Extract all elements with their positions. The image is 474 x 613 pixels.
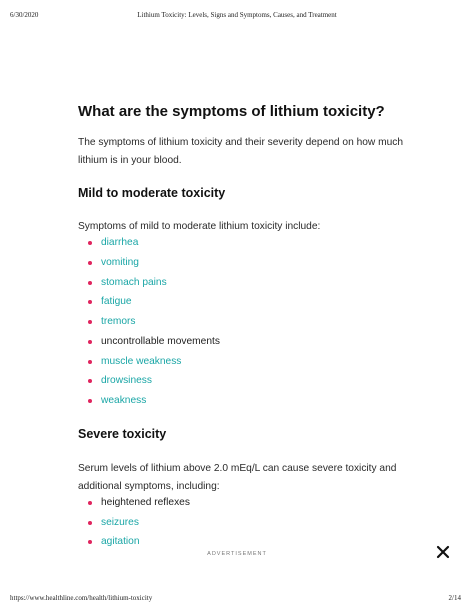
bullet-dot-icon	[88, 399, 92, 403]
symptom-list-item[interactable]	[88, 295, 408, 315]
print-page-number: 2/14	[448, 594, 461, 602]
symptom-list-item	[88, 496, 408, 516]
symptom-link[interactable]: fatigue	[101, 296, 132, 308]
symptom-list-item	[88, 335, 408, 355]
symptom-link[interactable]: tremors	[101, 316, 136, 327]
bullet-dot-icon	[88, 501, 92, 505]
bullet-dot-icon	[88, 320, 92, 324]
bullet-dot-icon	[88, 379, 92, 383]
symptom-link[interactable]: drowsiness	[101, 375, 152, 387]
symptom-link[interactable]: weakness	[101, 395, 147, 406]
symptom-text: uncontrollable movements	[101, 335, 220, 347]
close-x-icon[interactable]	[436, 545, 450, 559]
symptom-link[interactable]: diarrhea	[101, 237, 139, 248]
print-url: https://www.healthline.com/health/lithium-toxicity	[10, 594, 153, 602]
print-footer	[0, 594, 474, 604]
print-header	[0, 11, 474, 21]
intro-paragraph: The symptoms of lithium toxicity and their severity depend on how much lithium is in your blood.	[78, 137, 404, 166]
symptom-link[interactable]: vomiting	[101, 256, 139, 268]
symptom-list-item[interactable]	[88, 256, 408, 276]
bullet-dot-icon	[88, 281, 92, 285]
symptom-list-item[interactable]	[88, 355, 408, 375]
severe-toxicity-heading: Severe toxicity	[78, 426, 167, 441]
bullet-dot-icon	[88, 521, 92, 525]
symptom-list-item[interactable]	[88, 236, 408, 256]
bullet-dot-icon	[88, 340, 92, 344]
mild-toxicity-lead: Symptoms of mild to moderate lithium toxicity include:	[78, 221, 321, 232]
mild-toxicity-heading: Mild to moderate toxicity	[78, 186, 226, 200]
symptom-list-item[interactable]	[88, 276, 408, 296]
symptom-list-item[interactable]	[88, 315, 408, 335]
symptom-link[interactable]: stomach pains	[101, 276, 167, 288]
symptom-link[interactable]: muscle weakness	[101, 355, 182, 367]
mild-symptoms-list	[78, 236, 408, 414]
bullet-dot-icon	[88, 300, 92, 304]
section-heading: What are the symptoms of lithium toxicity?	[78, 103, 385, 120]
bullet-dot-icon	[88, 540, 92, 544]
symptom-list-item[interactable]	[88, 394, 408, 414]
symptom-list-item[interactable]	[88, 516, 408, 536]
bullet-dot-icon	[88, 360, 92, 364]
print-date: 6/30/2020	[10, 11, 39, 19]
bullet-dot-icon	[88, 241, 92, 245]
severe-symptoms-list	[78, 496, 408, 555]
symptom-list-item[interactable]	[88, 374, 408, 394]
bullet-dot-icon	[88, 261, 92, 265]
article-section	[78, 103, 408, 555]
print-page-title: Lithium Toxicity: Levels, Signs and Symptoms, Causes, and Treatment	[137, 11, 337, 19]
symptom-link[interactable]: seizures	[101, 516, 139, 528]
symptom-text: heightened reflexes	[101, 496, 190, 508]
severe-toxicity-lead: Serum levels of lithium above 2.0 mEq/L can cause severe toxicity and additional symptoms, including:	[78, 462, 397, 492]
advertisement-label: ADVERTISEMENT	[207, 551, 267, 557]
symptom-link[interactable]: agitation	[101, 536, 140, 548]
